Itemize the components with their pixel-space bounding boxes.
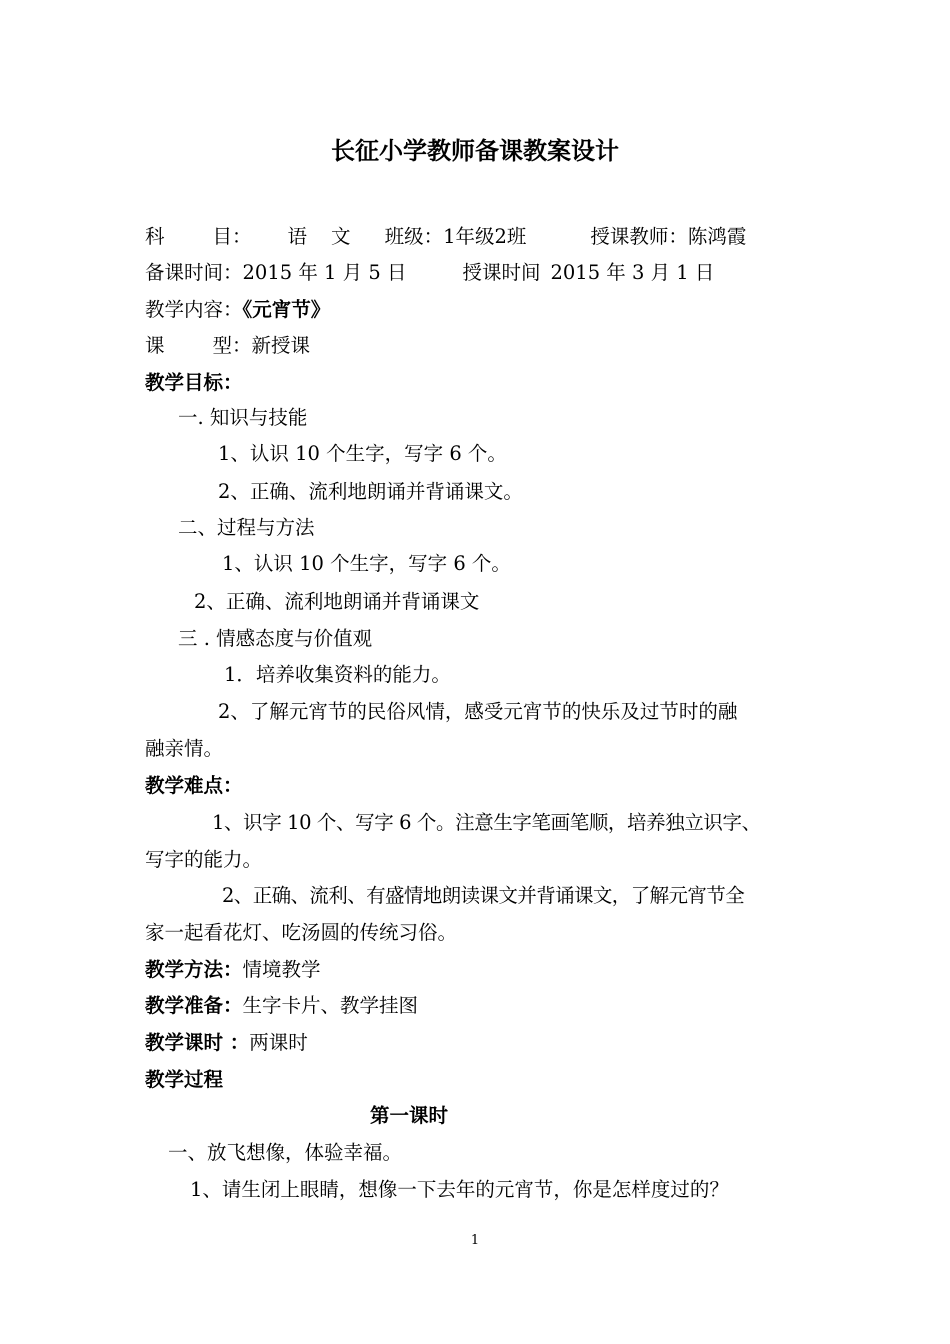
document-title: 长征小学教师备课教案设计	[331, 137, 619, 165]
time-line	[145, 261, 714, 285]
goal-section-process: 二、过程与方法	[178, 516, 315, 539]
method-line	[145, 958, 321, 982]
hours-value: 两课时	[249, 1031, 308, 1054]
goal-section-emotion: 三 . 情感态度与价值观	[178, 627, 373, 650]
process-step-1-item-1: 1、请生闭上眼睛，想像一下去年的元宵节，你是怎样度过的？	[190, 1178, 729, 1201]
teach-time-value: 2015 年 3 月 1 日	[550, 261, 715, 284]
content-label: 教学内容：	[145, 298, 243, 321]
goals-heading: 教学目标：	[145, 371, 243, 394]
preparation-line	[145, 994, 418, 1018]
goal-process-item-2: 2、正确、流利地朗诵并背诵课文	[194, 590, 480, 613]
goal-knowledge-item-1: 1、认识 10 个生字，写字 6 个。	[218, 442, 507, 465]
lesson-title: 第一课时	[370, 1104, 449, 1127]
content-value: 《元宵节》	[242, 298, 331, 321]
type-value: 新授课	[251, 334, 311, 357]
process-step-1: 一、放飞想像，体验幸福。	[168, 1141, 403, 1164]
goal-emotion-item-2-line-1: 2、了解元宵节的民俗风情，感受元宵节的快乐及过节时的融	[218, 700, 738, 723]
prep-time-value: 2015 年 1 月 5 日	[242, 261, 407, 284]
method-value: 情境教学	[242, 958, 321, 981]
goal-emotion-item-1: 1．培养收集资料的能力。	[224, 663, 451, 686]
subject-value: 语 文	[287, 225, 351, 248]
prep-time-label: 备课时间：	[145, 261, 243, 284]
difficulty-item-2-line-1: 2、正确、流利、有盛情地朗读课文并背诵课文，了解元宵节全	[222, 884, 745, 907]
hours-label: 教学课时 ：	[145, 1031, 250, 1054]
difficulties-heading: 教学难点：	[145, 774, 243, 797]
preparation-label: 教学准备：	[145, 994, 243, 1017]
class-label: 班级：	[384, 225, 444, 248]
subject-label: 科 目：	[145, 225, 252, 248]
goal-section-knowledge: 一. 知识与技能	[178, 406, 308, 429]
teach-time-label: 授课时间	[462, 261, 541, 284]
content-line	[145, 298, 330, 322]
method-label: 教学方法：	[145, 958, 243, 981]
goal-process-item-1: 1、认识 10 个生字，写字 6 个。	[222, 552, 511, 575]
preparation-value: 生字卡片、教学挂图	[242, 994, 419, 1017]
difficulty-item-1-line-2: 写字的能力。	[145, 848, 263, 871]
process-heading: 教学过程	[145, 1068, 224, 1091]
goal-emotion-item-2-line-2: 融亲情。	[145, 737, 224, 760]
teacher-label: 授课教师：	[590, 225, 688, 248]
teacher-value: 陈鸿霞	[687, 225, 747, 248]
difficulty-item-2-line-2: 家一起看花灯、吃汤圆的传统习俗。	[145, 921, 458, 944]
goal-knowledge-item-2: 2、正确、流利地朗诵并背诵课文。	[218, 480, 523, 503]
type-label: 课 型：	[145, 334, 252, 357]
hours-line	[145, 1031, 308, 1055]
subject-class-teacher-line	[145, 225, 746, 249]
page-number: 1	[470, 1233, 480, 1248]
class-value: 1年级2班	[443, 225, 527, 248]
type-line	[145, 334, 310, 358]
difficulty-item-1-line-1: 1、识字 10 个、写字 6 个。注意生字笔画笔顺，培养独立识字、	[212, 811, 761, 834]
